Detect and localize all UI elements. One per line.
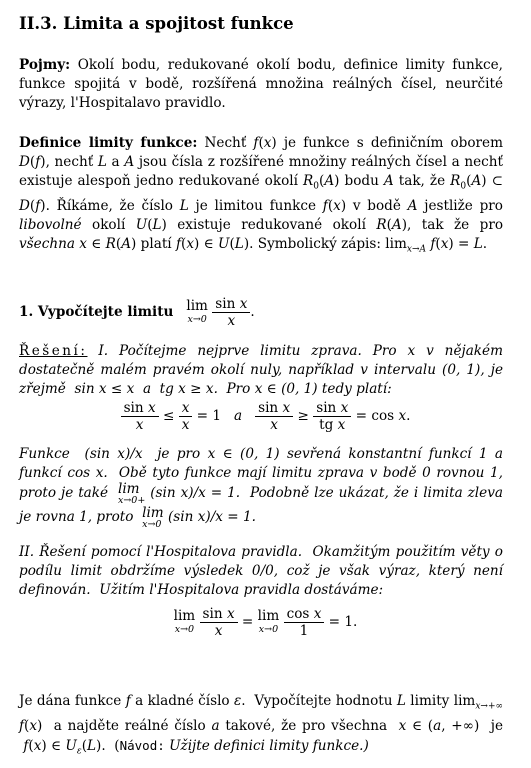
reseni-label: Řešení: (19, 343, 88, 359)
navod-text: Užijte definici limity funkce.) (169, 737, 369, 754)
exercise-1-label: 1. Vypočítejte limitu (19, 304, 174, 320)
part-1-label: I. Počítejme nejprve limitu zprava. (98, 343, 362, 359)
solution-part-2: II. Řešení pomocí l'Hospitalova pravidla. Okamžitým použitím věty o podílu limit obdržíme výsledek 0/0, což je však výraz, který není definován. Užitím l'Hospitalova pravidla dostáváme: (19, 544, 503, 598)
definition-label: Definice limity funkce: (19, 135, 198, 151)
part-2-label: II. Řešení pomocí l'Hospitalova pravidla. (19, 544, 303, 560)
exercise-2: Je dána funkce f a kladné číslo ε. Vypočítejte hodnotu L limity $\lim_{x\to+\infty} f(x)$ a najděte reálné číslo a takové, že pro všechna x ∈ (a, +∞) je f(x) ∈ $U_\varepsilon(L)$. (Návod: Užijte definici limity funkce.) (19, 693, 503, 757)
section-title: II.3. Limita a spojitost funkce (19, 14, 294, 33)
pojmy-paragraph (19, 56, 503, 113)
navod-label: Návod: (119, 737, 165, 753)
inequality-formula: $\frac{\text{sin x}}{x}$ ≤ $\frac{x}{x}$ = 1 a $\frac{\text{sin x}}{x}$ ≥ $\frac{\text{sin x}}{\text{tg x}}$ = cos x. (0, 400, 531, 433)
solution-part-1-continued: Funkce (sin x)/x je pro x ∈ (0, 1) sevřená konstantní funkcí 1 a funkcí cos x. Obě tyto funkce mají limitu zprava v bodě 0 rovnou 1, proto je také lim x→0+ (sin x)/x = 1. Podobně lze ukázat, že i limita zleva je rovna 1, proto lim x→0 (sin x)/x = 1. (19, 446, 503, 530)
definition-paragraph: Definice limity funkce: Nechť f(x) je funkce s definičním oborem D(f), nechť L a A jsou čísla z rozšířené množiny reálných čísel a nechť existuje alespoň jedno redukované okolí $R_0(A)$ bodu A tak, že $R_0(A)$ ⊂ D(f). Říkáme, že číslo L je limitou funkce f(x) v bodě A jestliže pro libovolné okolí U(L) existuje redukované okolí R(A), tak že pro všechna x ∈ R(A) platí f(x) ∈ U(L). Symbolický zápis: $\lim_{x\to A} f(x) = L$. (19, 135, 504, 255)
lhospital-formula: lim x→0 $\frac{\text{sin x}}{x}$ = lim x→0 $\frac{\text{cos x}}{1}$ = 1. (173, 606, 358, 639)
solution-part-1: Řešení: I. Počítejme nejprve limitu zprava. Pro x v nějakém dostatečně malém pravém okolí nuly, například v intervalu (0, 1), je zřejmě sin x ≤ x a tg x ≥ x. Pro x ∈ (0, 1) tedy platí: (19, 343, 503, 397)
exercise-1: 1. Vypočítejte limitu lim x→0 $\frac{\text{sin x}}{x}$ . (19, 296, 255, 329)
pojmy-text: Okolí bodu, redukované okolí bodu, definice limity funkce, funkce spojitá v bodě, rozšířená množina reálných čísel, neurčité výrazy, l'Hospitalavo pravidlo. (19, 57, 503, 111)
pojmy-label: Pojmy: (19, 57, 71, 73)
